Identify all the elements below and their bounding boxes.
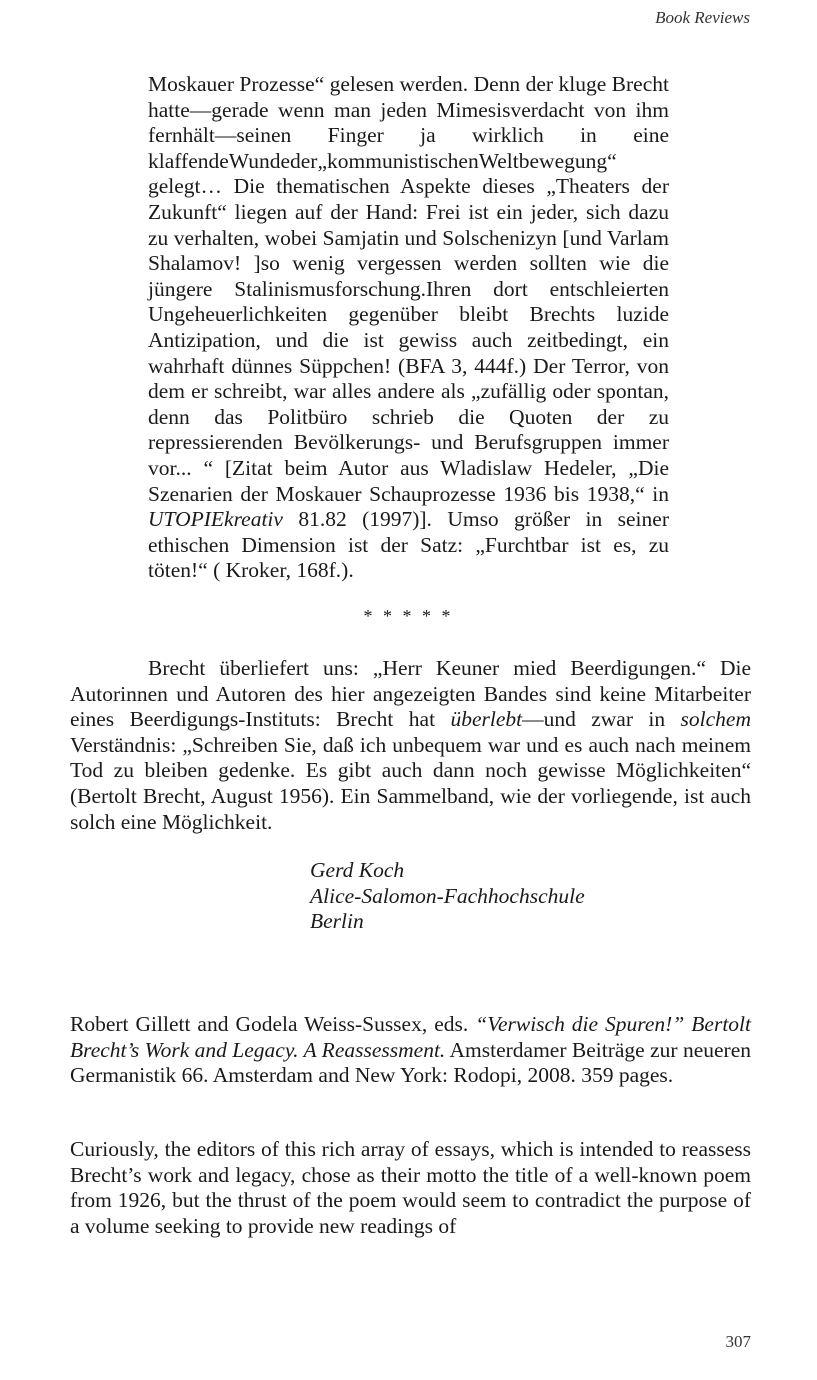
reviewer-institution: Alice-Salomon-Fachhochschule (310, 883, 585, 908)
quote-text-part1: Moskauer Prozesse“ gelesen werden. Denn der kluge Brecht hatte—gerade wenn man jeden Mimesisverdacht von ihm fernhält—seinen Finger ja wirklich in eine klaffendeWundeder„kommunistischenWeltbewegung“ gelegt… Die thematischen Aspekte dieses „Theaters der Zukunft“ liegen auf der Hand: Frei ist ein jeder, sich dazu zu verhalten, wobei Samjatin und Solschenizyn [und Varlam Shalamov! ]so wenig vergessen werden sollten wie die jüngere Stalinismusforschung.Ihren dort entschleierten Ungeheuerlichkeiten gegenüber bleibt Brechts luzide Antizipation, und die ist gewiss auch zeitbedingt, ein wahrhaft dünnes Süppchen! (BFA 3, 444f.) Der Terror, von dem er schreibt, war alles andere als „zufällig oder spontan, denn das Politbüro schrieb die Quoten der zu repressierenden Bevölkerungs- und Berufsgruppen immer vor... “ [Zitat beim Autor aus Wladislaw Hedeler, „Die Szenarien der Moskauer Schauprozesse 1936 bis 1938,“ in (148, 72, 669, 506)
citation-title: “Verwisch die Spuren!” Bertolt Brecht’s Work and Legacy. A Reassessment. (70, 1012, 751, 1062)
closing-text-part1: Brecht überliefert uns: „Herr Keuner mied Beerdigungen.“ Die Autorinnen und Autoren des hier angezeigten Bandes sind keine Mitarbeiter eines Beerdigungs-Instituts: Brecht hat (70, 656, 751, 732)
emphasis-solchem: solchem (680, 707, 751, 732)
citation-details: Amsterdamer Beiträge zur neueren Germanistik 66. Amsterdam and New York: Rodopi, 2008. 359 pages. (70, 1037, 751, 1088)
running-head: Book Reviews (655, 8, 750, 27)
closing-text-part3: Verständnis: „Schreiben Sie, daß ich unbequem war und es auch nach meinem Tod zu bleiben gedenke. Es gibt auch dann noch gewisse Möglichkeiten“ (Bertolt Brecht, August 1956). Ein Sammelband, wie der vorliegende, ist auch solch eine Möglichkeit. (70, 732, 751, 834)
closing-paragraph (70, 656, 751, 835)
book-citation (70, 1012, 751, 1089)
quote-text-part2: 81.82 (1997)]. Umso größer in seiner ethischen Dimension ist der Satz: „Furchtbar ist es, zu töten!“ ( Kroker, 168f.). (148, 507, 669, 583)
emphasis-ueberlebt: überlebt (450, 707, 523, 732)
reviewer-city: Berlin (310, 909, 364, 934)
citation-authors: Robert Gillett and Godela Weiss-Sussex, eds. (70, 1012, 476, 1036)
review-opening-paragraph: Curiously, the editors of this rich array of essays, which is intended to reassess Brecht’s work and legacy, chose as their motto the title of a well-known poem from 1926, but the thrust of the poem would seem to contradict the purpose of a volume seeking to provide new readings of (70, 1137, 751, 1238)
page-number: 307 (725, 1332, 751, 1351)
reviewer-name: Gerd Koch (310, 858, 405, 882)
reviewer-signature (310, 858, 585, 935)
block-quote (148, 72, 669, 584)
closing-text-part2: —und zwar in (522, 707, 681, 732)
section-separator: * * * * * (363, 606, 454, 626)
journal-title: UTOPIEkreativ (148, 507, 283, 532)
